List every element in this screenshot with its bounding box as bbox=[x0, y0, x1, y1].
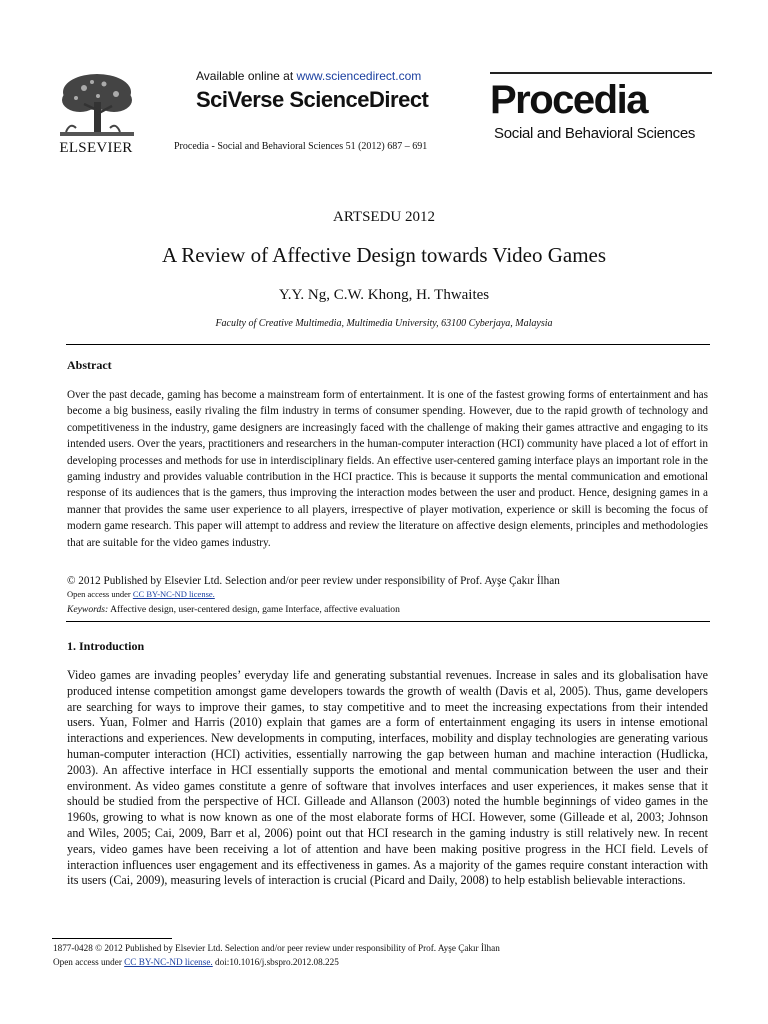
abstract-heading: Abstract bbox=[67, 358, 112, 372]
availability-line bbox=[196, 69, 421, 83]
journal-reference: Procedia - Social and Behavioral Sciences 51 (2012) 687 – 691 bbox=[174, 141, 428, 152]
keywords-text: Affective design, user-centered design, game Interface, affective evaluation bbox=[108, 604, 400, 615]
brand-divider bbox=[490, 72, 712, 74]
paper-title: A Review of Affective Design towards Video Games bbox=[161, 243, 607, 267]
footer-rule bbox=[52, 938, 172, 939]
platform-logo: SciVerse ScienceDirect bbox=[196, 87, 429, 112]
open-access-prefix: Open access under bbox=[67, 589, 133, 599]
copyright-notice: © 2012 Published by Elsevier Ltd. Selection and/or peer review under responsibility of Prof. Ayşe Çakır İlhan bbox=[67, 575, 560, 587]
publisher-name: ELSEVIER bbox=[59, 140, 133, 156]
footer-license-doi bbox=[53, 957, 339, 967]
open-access-line bbox=[67, 589, 215, 599]
journal-brand: Procedia bbox=[490, 78, 647, 122]
section-heading-introduction: 1. Introduction bbox=[67, 639, 145, 653]
journal-subtitle: Social and Behavioral Sciences bbox=[494, 125, 696, 142]
license-link[interactable]: CC BY-NC-ND license. bbox=[132, 589, 215, 599]
footer-license-link[interactable]: CC BY-NC-ND license. bbox=[124, 957, 213, 967]
footer-copyright: 1877-0428 © 2012 Published by Elsevier Ltd. Selection and/or peer review under responsibility of Prof. Ayşe Çakır İlhan bbox=[53, 943, 500, 953]
doi: doi:10.1016/j.sbspro.2012.08.225 bbox=[212, 957, 339, 967]
abstract-text: Over the past decade, gaming has become a mainstream form of entertainment. It is one of the fastest growing forms of entertainment and has become a big business, easily rivaling the film industry in terms of consumer spending. However, due to the rapid growth of technology and competitiveness in the industry, game designers are increasingly faced with the challenge of making their games attractive and engaging to its intended users. Over the years, practitioners and researchers in the human-computer interaction (HCI) community have placed a lot of effort in developing processes and methods for use in interdisciplinary fields. An effective user-centered gaming interface plays an important role in the gaming industry and provides valuable contribution in the HCI practice. This is because it supports the mental communication and emotional response of its audiences that is the gamers, thus improving the interaction modes between the user and product. Hence, designing games in a manner that provides the same user experience to all players, irrespective of player motivation, experience or skill is becoming the focus of modern game research. This paper will attempt to address and review the literature on affective design elements, principles and methodologies that are suitable for the video games industry. bbox=[67, 389, 708, 549]
abstract-top-rule bbox=[66, 344, 710, 345]
keywords-label: Keywords: bbox=[67, 604, 109, 615]
sciencedirect-link[interactable]: www.sciencedirect.com bbox=[296, 69, 422, 83]
abstract-bottom-rule bbox=[66, 621, 710, 622]
introduction-text: Video games are invading peoples’ everyday life and generating substantial revenues. Increase in sales and its globalisation have produced intense competition amongst game developers towards the growth of wealth (Davis et al, 2005). Thus, game developers are searching for ways to improve their games, to stay competitive and to meet the increasing expectations from their intended users. Yuan, Folmer and Harris (2010) explain that games are a form of entertainment engaging its users in intense emotional interactions and experiences. New developments in computing, interfaces, mobility and display technologies are generating various human-computer interaction (HCI) activities, essentially narrowing the gap between human and machine interaction (Hudlicka, 2003). An affective interface in HCI essentially supports the emotional and mental communication between the user and their environment. As video games constitute a genre of software that involves interfaces and user experiences, it makes sense that it should be studied from the perspective of HCI. Gilleade and Allanson (2003) noted the humble beginnings of video games in the 1960s, growing to what is now known as one of the most elaborate forms of HCI. However, some (Gilleade et al, 2003; Johnson and Wiles, 2005; Cai, 2009, Barr et al, 2006) point out that HCI research in the gaming industry is still relatively new. In recent years, video games have been receiving a lot of attention and have been making positive progress in the HCI field. Levels of interaction influences user engagement and its effectiveness in games. As a majority of the games require constant interaction with its users (Cai, 2009), measuring levels of interaction is crucial (Picard and Daily, 2008) to help establish believable interactions. bbox=[67, 668, 708, 888]
conference-name: ARTSEDU 2012 bbox=[332, 209, 436, 225]
affiliation: Faculty of Creative Multimedia, Multimedia University, 63100 Cyberjaya, Malaysia bbox=[215, 318, 553, 329]
availability-prefix: Available online at bbox=[196, 69, 297, 83]
footer-open-access-prefix: Open access under bbox=[53, 957, 125, 967]
keywords-line bbox=[67, 604, 708, 615]
authors: Y.Y. Ng, C.W. Khong, H. Thwaites bbox=[278, 287, 490, 303]
